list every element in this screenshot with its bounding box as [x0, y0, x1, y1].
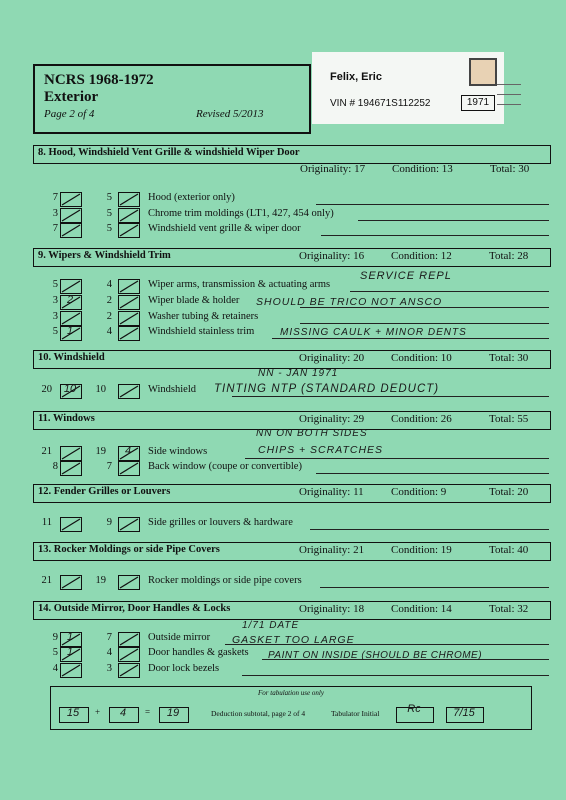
- section-10-header: [33, 350, 551, 369]
- score-checkbox[interactable]: [118, 663, 140, 678]
- originality-points: 4: [52, 663, 58, 674]
- section-11-condition: Condition: 26: [391, 413, 452, 425]
- note-mirror: GASKET TOO LARGE: [232, 634, 355, 646]
- note-stainless: MISSING CAULK + MINOR DENTS: [280, 327, 467, 338]
- check-slash-icon: [120, 225, 138, 236]
- score-checkbox[interactable]: [118, 295, 140, 310]
- owner-name: Felix, Eric: [330, 71, 382, 83]
- check-slash-icon: [120, 519, 138, 530]
- section-9-originality: Originality: 16: [299, 250, 365, 262]
- item-label: Door handles & gaskets: [148, 647, 249, 658]
- check-slash-icon: [120, 313, 138, 324]
- condition-points: 7: [106, 461, 112, 472]
- notes-line: [272, 338, 549, 339]
- notes-line: [321, 235, 549, 236]
- section-title: 13. Rocker Moldings or side Pipe Covers: [38, 544, 220, 555]
- swatch-lines: [497, 84, 521, 114]
- form-title-line1: NCRS 1968-1972: [44, 72, 154, 88]
- check-slash-icon: [120, 634, 138, 645]
- condition-points: 3: [106, 663, 112, 674]
- section-12-header: [33, 484, 551, 503]
- item-label: Wiper arms, transmission & actuating arms: [148, 279, 331, 290]
- revision-date: Revised 5/2013: [196, 108, 264, 120]
- originality-points: 20: [41, 384, 52, 395]
- section-13-condition: Condition: 19: [391, 544, 452, 556]
- plus-sign: +: [95, 707, 101, 717]
- note-windshield-date: NN - JAN 1971: [258, 368, 339, 379]
- condition-points: 2: [106, 295, 112, 306]
- score-checkbox[interactable]: [118, 647, 140, 662]
- section-title: 14. Outside Mirror, Door Handles & Locks: [38, 603, 231, 614]
- originality-points: 5: [52, 279, 58, 290]
- score-checkbox[interactable]: [118, 208, 140, 223]
- note-windows-top: NN ON BOTH SIDES: [256, 428, 368, 439]
- item-label: Wiper blade & holder: [148, 295, 240, 306]
- footer-title: For tabulation use only: [258, 689, 324, 697]
- notes-line: [316, 204, 549, 205]
- deduction-label: Deduction subtotal, page 2 of 4: [211, 709, 306, 718]
- section-10-originality: Originality: 20: [299, 352, 365, 364]
- check-slash-icon: [62, 519, 80, 530]
- score-checkbox[interactable]: [118, 311, 140, 326]
- score-checkbox[interactable]: [118, 223, 140, 238]
- condition-points: 5: [106, 192, 112, 203]
- originality-points: 21: [41, 446, 52, 457]
- section-11-total: Total: 55: [489, 413, 529, 425]
- check-slash-icon: [120, 649, 138, 660]
- originality-deduction: 1: [66, 325, 74, 337]
- section-14-total: Total: 32: [489, 603, 529, 615]
- section-title: 8. Hood, Windshield Vent Grille & windshield Wiper Door: [38, 147, 300, 158]
- condition-points: 19: [95, 575, 106, 586]
- section-13-total: Total: 40: [489, 544, 529, 556]
- check-slash-icon: [120, 665, 138, 676]
- item-label: Side windows: [148, 446, 208, 457]
- originality-points: 7: [52, 192, 58, 203]
- note-wiper-arms: SERVICE REPL: [360, 270, 452, 282]
- section-14-originality: Originality: 18: [299, 603, 365, 615]
- score-checkbox[interactable]: [118, 279, 140, 294]
- originality-points: 21: [41, 575, 52, 586]
- notes-line: [358, 220, 549, 221]
- originality-points: 3: [52, 208, 58, 219]
- check-slash-icon: [62, 281, 80, 292]
- score-checkbox[interactable]: [118, 517, 140, 532]
- score-checkbox[interactable]: [60, 208, 82, 223]
- check-slash-icon: [120, 281, 138, 292]
- score-checkbox[interactable]: [118, 326, 140, 341]
- condition-points: 7: [106, 632, 112, 643]
- item-label: Windshield: [148, 384, 196, 395]
- score-checkbox[interactable]: [60, 461, 82, 476]
- item-label: Rocker moldings or side pipe covers: [148, 575, 302, 586]
- tabulator-initial: Rc: [407, 703, 421, 715]
- score-checkbox[interactable]: [60, 663, 82, 678]
- section-9-total: Total: 28: [489, 250, 529, 262]
- section-14-condition: Condition: 14: [391, 603, 452, 615]
- equals-sign: =: [145, 707, 151, 717]
- form-title: [44, 72, 154, 106]
- notes-line: [320, 587, 549, 588]
- condition-points: 4: [106, 647, 112, 658]
- deduction-value-1: 15: [66, 707, 80, 719]
- section-13-header: [33, 542, 551, 561]
- originality-points: 7: [52, 223, 58, 234]
- check-slash-icon: [120, 297, 138, 308]
- check-slash-icon: [120, 386, 138, 397]
- check-slash-icon: [120, 194, 138, 205]
- check-slash-icon: [120, 463, 138, 474]
- check-slash-icon: [62, 463, 80, 474]
- score-checkbox[interactable]: [60, 192, 82, 207]
- notes-line: [232, 396, 549, 397]
- deduction-value-3: 19: [166, 707, 180, 719]
- item-label: Windshield vent grille & wiper door: [148, 223, 301, 234]
- notes-line: [242, 675, 549, 676]
- condition-points: 5: [106, 223, 112, 234]
- item-label: Washer tubing & retainers: [148, 311, 259, 322]
- section-11-originality: Originality: 29: [299, 413, 365, 425]
- condition-points: 9: [106, 517, 112, 528]
- score-checkbox[interactable]: [60, 223, 82, 238]
- score-checkbox[interactable]: [60, 575, 82, 590]
- item-label: Outside mirror: [148, 632, 211, 643]
- page-number: Page 2 of 4: [44, 108, 95, 120]
- score-checkbox[interactable]: [118, 632, 140, 647]
- check-slash-icon: [62, 448, 80, 459]
- section-13-originality: Originality: 21: [299, 544, 365, 556]
- tabulator-initial-2: 7/15: [453, 707, 475, 719]
- notes-line: [310, 529, 549, 530]
- tabulation-footer: [50, 686, 532, 730]
- check-slash-icon: [120, 210, 138, 221]
- originality-points: 3: [52, 311, 58, 322]
- note-wiper-blade: SHOULD BE TRICO NOT ANSCO: [256, 296, 443, 308]
- check-slash-icon: [62, 225, 80, 236]
- score-checkbox[interactable]: [118, 575, 140, 590]
- section-10-total: Total: 30: [489, 352, 529, 364]
- section-8-condition: Condition: 13: [392, 163, 453, 175]
- item-label: Back window (coupe or convertible): [148, 461, 302, 472]
- section-10-condition: Condition: 10: [391, 352, 452, 364]
- section-12-originality: Originality: 11: [299, 486, 364, 498]
- condition-points: 10: [95, 384, 106, 395]
- color-swatch: [469, 58, 497, 86]
- check-slash-icon: [120, 577, 138, 588]
- condition-points: 5: [106, 208, 112, 219]
- originality-points: 5: [52, 647, 58, 658]
- note-mirror-date: 1/71 DATE: [242, 620, 300, 631]
- notes-line: [316, 473, 549, 474]
- check-slash-icon: [62, 665, 80, 676]
- score-checkbox[interactable]: [118, 384, 140, 399]
- check-slash-icon: [62, 577, 80, 588]
- condition-deduction: 4: [124, 445, 132, 457]
- originality-points: 3: [52, 295, 58, 306]
- score-checkbox[interactable]: [118, 192, 140, 207]
- section-8-originality: Originality: 17: [300, 163, 366, 175]
- section-9-header: [33, 248, 551, 267]
- check-slash-icon: [62, 210, 80, 221]
- originality-deduction: 1: [66, 631, 74, 643]
- initial-label: Tabulator Initial: [331, 709, 380, 718]
- section-14-header: [33, 601, 551, 620]
- section-title: 12. Fender Grilles or Louvers: [38, 486, 171, 497]
- section-8-total: Total: 30: [490, 163, 530, 175]
- originality-points: 11: [41, 517, 52, 528]
- note-windshield: TINTING NTP (STANDARD DEDUCT): [214, 383, 440, 395]
- condition-points: 2: [106, 311, 112, 322]
- model-year: 1971: [461, 95, 495, 111]
- section-title: 11. Windows: [38, 413, 95, 424]
- originality-deduction: 10: [63, 383, 77, 395]
- originality-points: 8: [52, 461, 58, 472]
- section-12-condition: Condition: 9: [391, 486, 447, 498]
- deduction-value-2: 4: [119, 707, 127, 719]
- item-label: Side grilles or louvers & hardware: [148, 517, 293, 528]
- score-checkbox[interactable]: [60, 311, 82, 326]
- score-checkbox[interactable]: [60, 446, 82, 461]
- originality-deduction: 1: [66, 646, 74, 658]
- note-windows: CHIPS + SCRATCHES: [258, 444, 384, 456]
- note-handles: PAINT ON INSIDE (SHOULD BE CHROME): [268, 650, 483, 661]
- item-label: Windshield stainless trim: [148, 326, 255, 337]
- score-checkbox[interactable]: [60, 279, 82, 294]
- originality-deduction: 2: [66, 294, 74, 306]
- section-title: 9. Wipers & Windshield Trim: [38, 250, 171, 261]
- form-title-line2: Exterior: [44, 89, 99, 105]
- vin-number: VIN # 194671S112252: [330, 98, 431, 109]
- score-checkbox[interactable]: [118, 461, 140, 476]
- score-checkbox[interactable]: [60, 517, 82, 532]
- check-slash-icon: [62, 313, 80, 324]
- condition-points: 19: [95, 446, 106, 457]
- condition-points: 4: [106, 326, 112, 337]
- condition-points: 4: [106, 279, 112, 290]
- notes-line: [245, 458, 549, 459]
- section-9-condition: Condition: 12: [391, 250, 452, 262]
- check-slash-icon: [120, 328, 138, 339]
- item-label: Chrome trim moldings (LT1, 427, 454 only): [148, 208, 334, 219]
- section-8-header: [33, 145, 551, 164]
- originality-points: 5: [52, 326, 58, 337]
- notes-line: [350, 291, 549, 292]
- section-title: 10. Windshield: [38, 352, 105, 363]
- notes-line: [300, 323, 549, 324]
- originality-points: 9: [52, 632, 58, 643]
- check-slash-icon: [62, 194, 80, 205]
- item-label: Door lock bezels: [148, 663, 220, 674]
- item-label: Hood (exterior only): [148, 192, 235, 203]
- section-12-total: Total: 20: [489, 486, 529, 498]
